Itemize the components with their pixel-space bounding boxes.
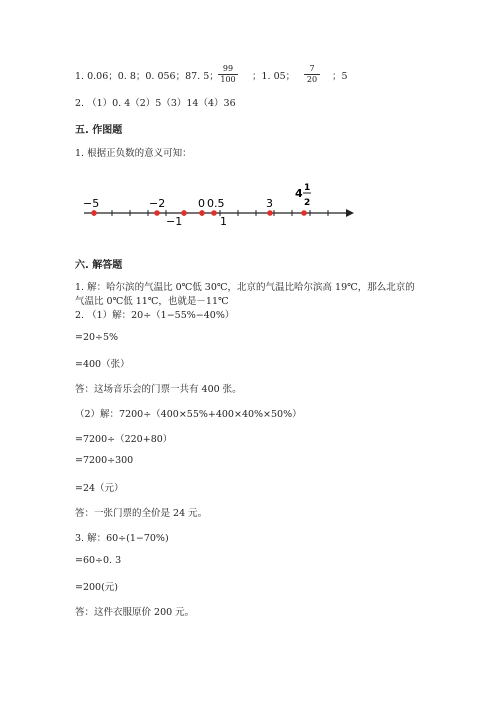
label-0: 0: [198, 197, 205, 210]
answer-6-2-conclusion2: 答：一张门票的全价是 24 元。: [75, 508, 208, 519]
answer-5-1: 1. 根据正负数的意义可知：: [75, 148, 192, 159]
number-line: [0, 180, 500, 240]
fraction-99-100: [218, 64, 238, 85]
answer-4-1-part3: ；5: [332, 71, 348, 82]
answer-6-2-step5: =7200÷（220+80）: [75, 434, 173, 445]
answer-6-1-line1: 1. 解：哈尔滨的气温比 0℃低 30℃，北京的气温比哈尔滨高 19℃，那么北京的: [75, 282, 415, 293]
mixed-numerator: 1: [304, 183, 311, 193]
label-minus-1: −1: [166, 215, 183, 228]
point-minus-5: [91, 210, 97, 216]
section-6-heading: 六. 解答题: [75, 260, 123, 271]
fraction-denominator: 20: [306, 75, 318, 84]
arrow-head-icon: [346, 209, 354, 217]
mixed-denominator: 2: [304, 198, 311, 208]
answer-6-2-step6: =7200÷300: [75, 455, 134, 466]
label-1: 1: [220, 215, 227, 228]
answer-4-1-part1: 1. 0.06；0. 8；0. 056；87. 5；: [75, 71, 219, 82]
point-0: [199, 210, 205, 216]
label-minus-2: −2: [149, 197, 166, 210]
mixed-whole: 4: [295, 187, 303, 200]
answer-6-2-step1: 2. （1）解：20÷（1−55%−40%）: [75, 310, 235, 321]
label-4-and-half: [295, 183, 311, 208]
point-minus-2: [154, 210, 160, 216]
answer-6-1-line2: 气温比 0℃低 11℃，也就是－11℃: [75, 296, 229, 307]
fraction-denominator: 100: [220, 75, 236, 84]
point-0-5: [211, 210, 217, 216]
point-4-half: [301, 210, 307, 216]
answer-4-2: 2. （1）0. 4（2）5（3）14（4）36: [75, 98, 236, 109]
answer-6-3-conclusion: 答：这件衣服原价 200 元。: [75, 607, 195, 618]
answer-6-2-conclusion1: 答：这场音乐会的门票一共有 400 张。: [75, 384, 242, 395]
fraction-numerator: 99: [222, 64, 234, 73]
answer-6-3-step1: 3. 解：60÷(1−70%): [75, 533, 169, 544]
fraction-7-20: [304, 64, 320, 85]
label-minus-5: −5: [83, 197, 100, 210]
fraction-numerator: 7: [309, 64, 315, 73]
answer-6-2-step4: （2）解：7200÷（400×55%+400×40%×50%）: [75, 409, 302, 420]
answer-6-2-step2: =20÷5%: [75, 332, 119, 343]
label-3: 3: [266, 197, 273, 210]
answer-6-2-step3: =400（张）: [75, 359, 130, 370]
label-0-5: 0.5: [207, 197, 225, 210]
answer-4-1-part2: ；1. 05；: [252, 71, 296, 82]
section-5-heading: 五. 作图题: [75, 125, 123, 136]
answer-6-3-step3: =200(元): [75, 582, 119, 593]
answer-4-1: [75, 68, 219, 82]
answer-6-2-step7: =24（元）: [75, 483, 124, 494]
point-3: [267, 210, 273, 216]
answer-6-3-step2: =60÷0. 3: [75, 555, 122, 566]
